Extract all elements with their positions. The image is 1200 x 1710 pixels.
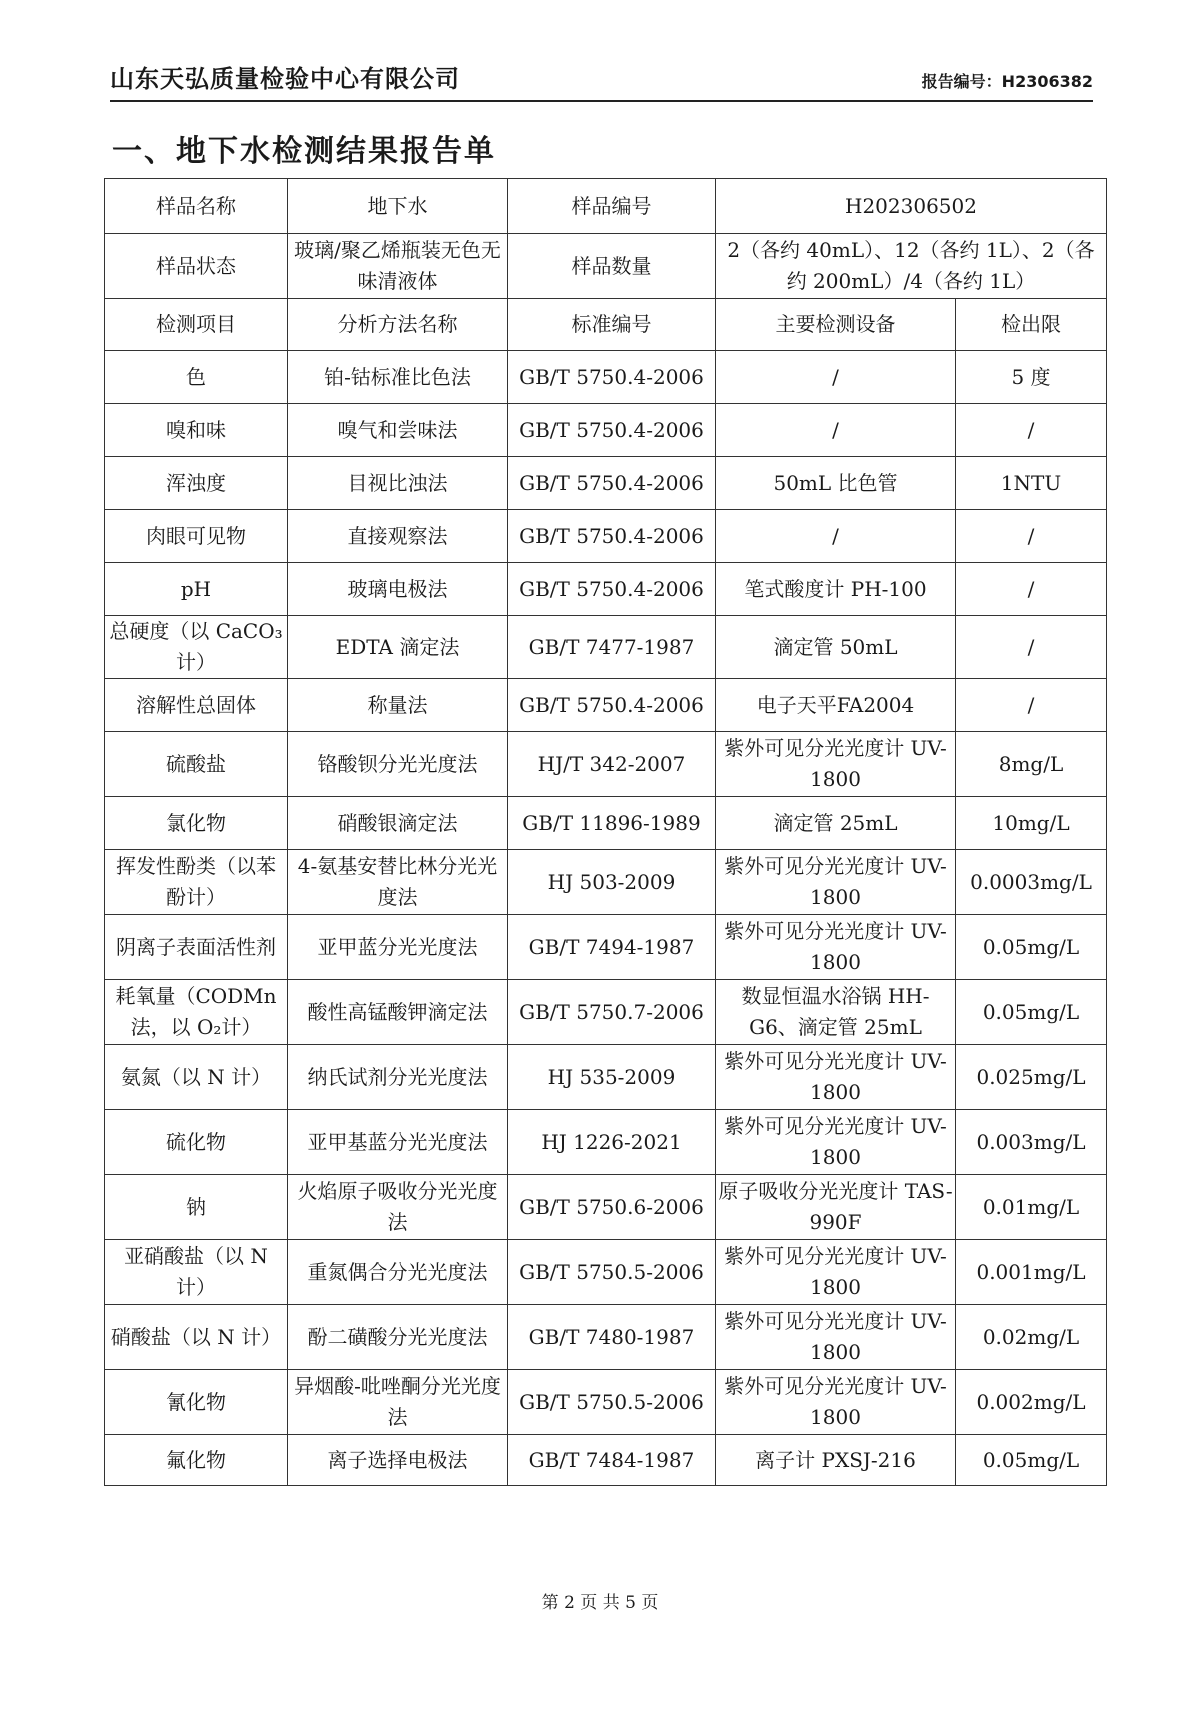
row-method: 嗅气和尝味法: [288, 404, 508, 457]
row-item: 氨氮（以 N 计）: [105, 1045, 288, 1110]
row-item: 硫化物: [105, 1110, 288, 1175]
row-item: 氟化物: [105, 1435, 288, 1486]
table-row: [105, 1175, 1107, 1240]
row-standard: GB/T 5750.6-2006: [508, 1175, 716, 1240]
row-limit: 0.05mg/L: [956, 980, 1107, 1045]
row-method: EDTA 滴定法: [288, 616, 508, 679]
row-limit: /: [956, 404, 1107, 457]
table-row: [105, 679, 1107, 732]
col-standard-header: 标准编号: [508, 299, 716, 351]
row-equipment: 紫外可见分光光度计 UV-1800: [716, 915, 956, 980]
table-row: [105, 797, 1107, 850]
sample-name-row: [105, 179, 1107, 234]
company-name: 山东天弘质量检验中心有限公司: [110, 65, 460, 93]
row-method: 离子选择电极法: [288, 1435, 508, 1486]
table-row: [105, 1435, 1107, 1486]
row-method: 重氮偶合分光光度法: [288, 1240, 508, 1305]
page-header: [110, 66, 1093, 102]
row-method: 4-氨基安替比林分光光度法: [288, 850, 508, 915]
row-equipment: 原子吸收分光光度计 TAS-990F: [716, 1175, 956, 1240]
col-item-header: 检测项目: [105, 299, 288, 351]
sample-code-label: 样品编号: [508, 179, 716, 234]
sample-state-label: 样品状态: [105, 234, 288, 299]
row-method: 目视比浊法: [288, 457, 508, 510]
row-item: 色: [105, 351, 288, 404]
report-table: [104, 178, 1107, 1486]
row-item: 钠: [105, 1175, 288, 1240]
table-row: [105, 404, 1107, 457]
row-method: 铂-钴标准比色法: [288, 351, 508, 404]
row-item: 肉眼可见物: [105, 510, 288, 563]
row-method: 硝酸银滴定法: [288, 797, 508, 850]
table-row: [105, 351, 1107, 404]
row-standard: GB/T 5750.4-2006: [508, 351, 716, 404]
sample-name-label: 样品名称: [105, 179, 288, 234]
table-row: [105, 510, 1107, 563]
row-item: 浑浊度: [105, 457, 288, 510]
row-limit: /: [956, 679, 1107, 732]
section-title: 一、地下水检测结果报告单: [112, 134, 496, 169]
row-limit: 1NTU: [956, 457, 1107, 510]
row-method: 铬酸钡分光光度法: [288, 732, 508, 797]
row-item: 耗氧量（CODMn法，以 O₂计）: [105, 980, 288, 1045]
row-standard: GB/T 5750.5-2006: [508, 1240, 716, 1305]
row-method: 直接观察法: [288, 510, 508, 563]
row-limit: 5 度: [956, 351, 1107, 404]
row-equipment: /: [716, 510, 956, 563]
table-row: [105, 1240, 1107, 1305]
row-standard: GB/T 7484-1987: [508, 1435, 716, 1486]
sample-state-value: 玻璃/聚乙烯瓶装无色无味清液体: [288, 234, 508, 299]
row-method: 酸性高锰酸钾滴定法: [288, 980, 508, 1045]
table-row: [105, 616, 1107, 679]
row-limit: /: [956, 563, 1107, 616]
row-standard: GB/T 5750.4-2006: [508, 457, 716, 510]
row-equipment: 紫外可见分光光度计 UV-1800: [716, 1240, 956, 1305]
table-row: [105, 732, 1107, 797]
sample-code-value: H202306502: [716, 179, 1107, 234]
row-limit: 10mg/L: [956, 797, 1107, 850]
row-standard: GB/T 11896-1989: [508, 797, 716, 850]
sample-qty-value: 2（各约 40mL）、12（各约 1L）、2（各约 200mL）/4（各约 1L）: [716, 234, 1107, 299]
row-standard: GB/T 5750.4-2006: [508, 563, 716, 616]
report-number: 报告编号：H2306382: [921, 72, 1093, 91]
row-equipment: 离子计 PXSJ-216: [716, 1435, 956, 1486]
row-equipment: 紫外可见分光光度计 UV-1800: [716, 1305, 956, 1370]
row-item: 挥发性酚类（以苯酚计）: [105, 850, 288, 915]
row-limit: 0.003mg/L: [956, 1110, 1107, 1175]
table-row: [105, 563, 1107, 616]
row-equipment: 笔式酸度计 PH-100: [716, 563, 956, 616]
row-limit: 0.001mg/L: [956, 1240, 1107, 1305]
row-limit: 0.0003mg/L: [956, 850, 1107, 915]
table-row: [105, 1110, 1107, 1175]
sample-state-row: [105, 234, 1107, 299]
row-item: 硝酸盐（以 N 计）: [105, 1305, 288, 1370]
row-item: 嗅和味: [105, 404, 288, 457]
row-item: 总硬度（以 CaCO₃ 计）: [105, 616, 288, 679]
row-item: 氯化物: [105, 797, 288, 850]
row-standard: GB/T 5750.4-2006: [508, 510, 716, 563]
row-standard: GB/T 5750.4-2006: [508, 679, 716, 732]
row-item: pH: [105, 563, 288, 616]
row-item: 硫酸盐: [105, 732, 288, 797]
row-equipment: 电子天平FA2004: [716, 679, 956, 732]
row-limit: 8mg/L: [956, 732, 1107, 797]
row-item: 亚硝酸盐（以 N 计）: [105, 1240, 288, 1305]
row-equipment: 紫外可见分光光度计 UV-1800: [716, 732, 956, 797]
table-row: [105, 980, 1107, 1045]
row-method: 火焰原子吸收分光光度法: [288, 1175, 508, 1240]
row-method: 玻璃电极法: [288, 563, 508, 616]
row-limit: /: [956, 616, 1107, 679]
row-equipment: 紫外可见分光光度计 UV-1800: [716, 1110, 956, 1175]
row-standard: HJ/T 342-2007: [508, 732, 716, 797]
row-standard: HJ 503-2009: [508, 850, 716, 915]
table-row: [105, 457, 1107, 510]
row-method: 酚二磺酸分光光度法: [288, 1305, 508, 1370]
row-item: 阴离子表面活性剂: [105, 915, 288, 980]
row-method: 称量法: [288, 679, 508, 732]
row-equipment: 滴定管 50mL: [716, 616, 956, 679]
row-limit: 0.01mg/L: [956, 1175, 1107, 1240]
row-limit: 0.025mg/L: [956, 1045, 1107, 1110]
row-method: 异烟酸-吡唑酮分光光度法: [288, 1370, 508, 1435]
table-row: [105, 1370, 1107, 1435]
col-equipment-header: 主要检测设备: [716, 299, 956, 351]
row-limit: /: [956, 510, 1107, 563]
row-equipment: /: [716, 351, 956, 404]
row-limit: 0.02mg/L: [956, 1305, 1107, 1370]
row-method: 纳氏试剂分光光度法: [288, 1045, 508, 1110]
row-equipment: 滴定管 25mL: [716, 797, 956, 850]
row-standard: GB/T 7494-1987: [508, 915, 716, 980]
row-standard: GB/T 5750.7-2006: [508, 980, 716, 1045]
column-header-row: [105, 299, 1107, 351]
row-equipment: 数显恒温水浴锅 HH-G6、滴定管 25mL: [716, 980, 956, 1045]
row-equipment: 紫外可见分光光度计 UV-1800: [716, 1045, 956, 1110]
sample-qty-label: 样品数量: [508, 234, 716, 299]
row-equipment: 紫外可见分光光度计 UV-1800: [716, 1370, 956, 1435]
table-row: [105, 1305, 1107, 1370]
row-item: 氰化物: [105, 1370, 288, 1435]
row-method: 亚甲蓝分光光度法: [288, 915, 508, 980]
sample-name-value: 地下水: [288, 179, 508, 234]
row-item: 溶解性总固体: [105, 679, 288, 732]
row-equipment: /: [716, 404, 956, 457]
row-standard: GB/T 7480-1987: [508, 1305, 716, 1370]
row-limit: 0.05mg/L: [956, 1435, 1107, 1486]
page-footer: 第 2 页 共 5 页: [541, 1593, 659, 1613]
table-row: [105, 915, 1107, 980]
row-method: 亚甲基蓝分光光度法: [288, 1110, 508, 1175]
row-equipment: 紫外可见分光光度计 UV-1800: [716, 850, 956, 915]
table-row: [105, 1045, 1107, 1110]
row-standard: GB/T 7477-1987: [508, 616, 716, 679]
table-row: [105, 850, 1107, 915]
col-limit-header: 检出限: [956, 299, 1107, 351]
row-standard: GB/T 5750.5-2006: [508, 1370, 716, 1435]
row-standard: HJ 535-2009: [508, 1045, 716, 1110]
row-limit: 0.05mg/L: [956, 915, 1107, 980]
row-limit: 0.002mg/L: [956, 1370, 1107, 1435]
row-equipment: 50mL 比色管: [716, 457, 956, 510]
col-method-header: 分析方法名称: [288, 299, 508, 351]
row-standard: GB/T 5750.4-2006: [508, 404, 716, 457]
row-standard: HJ 1226-2021: [508, 1110, 716, 1175]
